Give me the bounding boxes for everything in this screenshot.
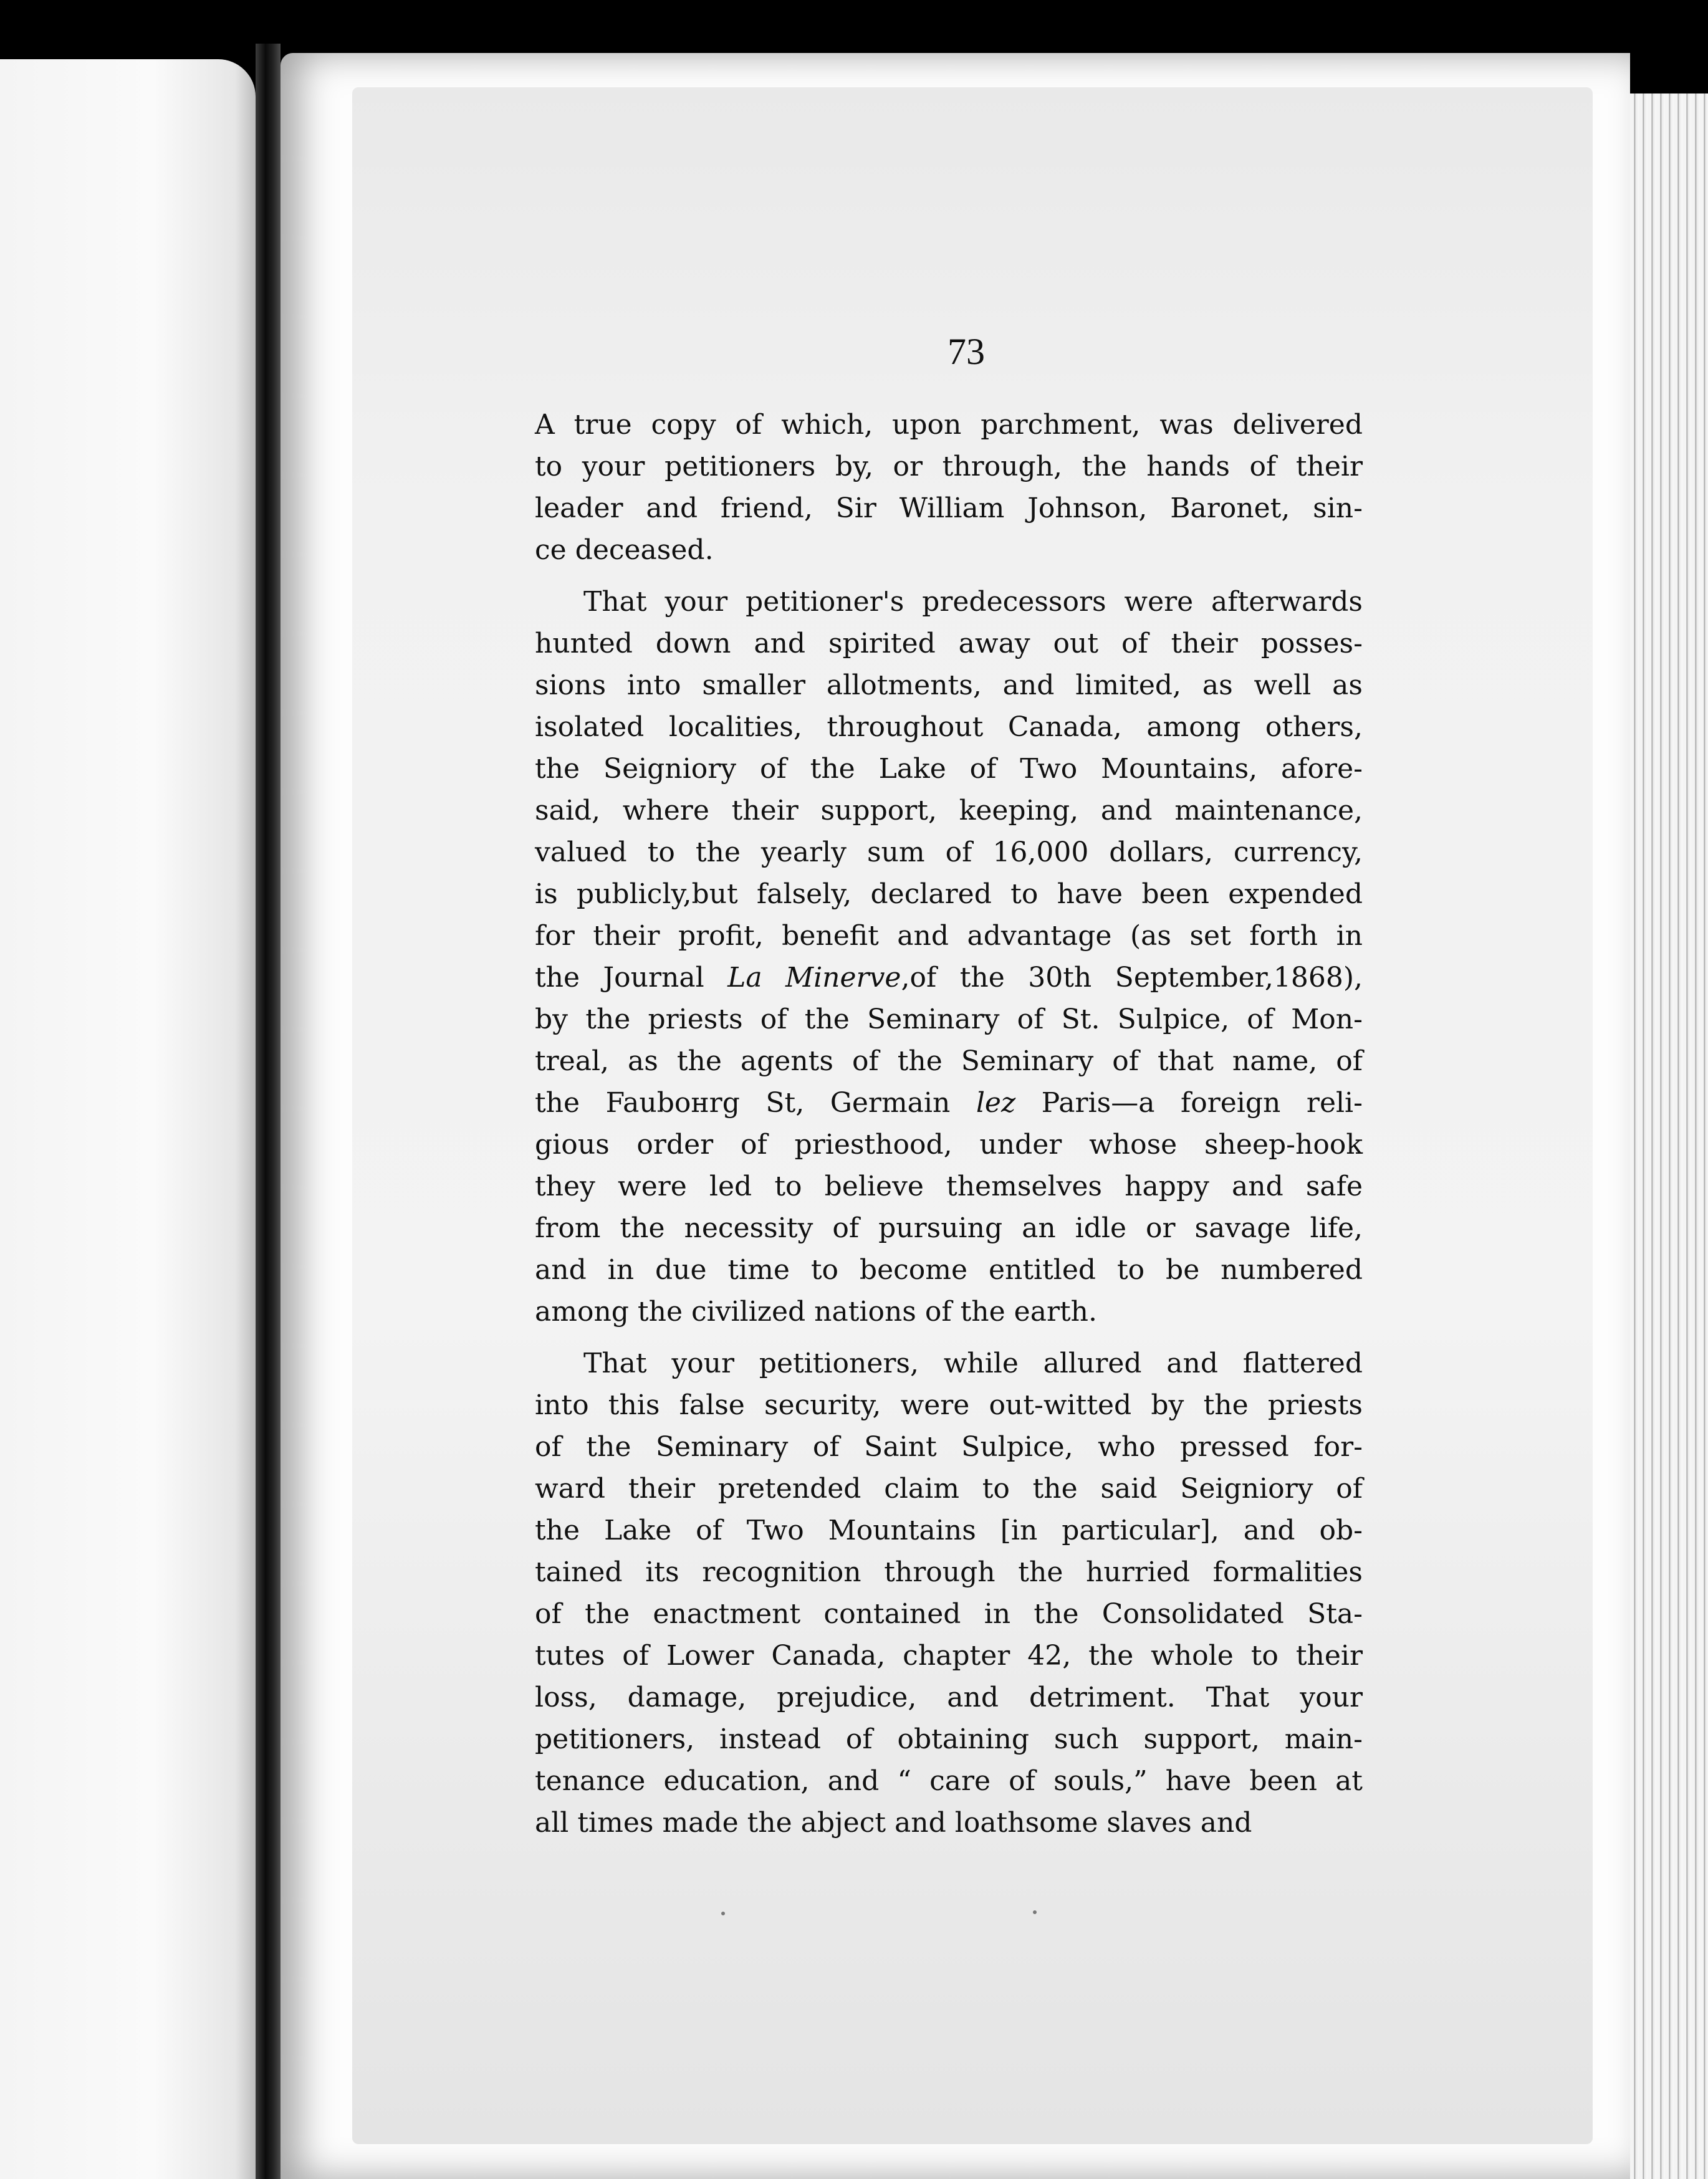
text-line: tutes of Lower Canada, chapter 42, the whole to their	[535, 1640, 1363, 1672]
text-line: of the Seminary of Saint Sulpice, who pressed for-	[535, 1431, 1363, 1463]
speck	[721, 1912, 725, 1915]
text-line: hunted down and spirited away out of their posses-	[535, 628, 1363, 659]
text-line: of the enactment contained in the Consolidated Sta-	[535, 1598, 1363, 1630]
text-line: leader and friend, Sir William Johnson, Baronet, sin-	[535, 492, 1363, 524]
paragraph	[535, 1343, 1363, 1844]
text-line: loss, damage, prejudice, and detriment. That your	[535, 1682, 1363, 1713]
paragraph	[535, 404, 1363, 571]
text-line: That your petitioners, while allured and flattered	[583, 1348, 1363, 1379]
italic-word: lez	[976, 1087, 1016, 1119]
text-line: That your petitioner's predecessors were afterwards	[583, 586, 1363, 618]
left-facing-page	[0, 59, 256, 2179]
text-line: from the necessity of pursuing an idle or savage life,	[535, 1212, 1363, 1244]
text-line: treal, as the agents of the Seminary of that name, of	[535, 1045, 1363, 1077]
text-line: the Lake of Two Mountains [in particular], and ob-	[535, 1515, 1363, 1546]
book-spine	[256, 44, 281, 2179]
speck	[1033, 1910, 1037, 1914]
text-line: said, where their support, keeping, and maintenance,	[535, 795, 1363, 826]
text-line: ce deceased.	[535, 534, 714, 566]
periodical-title: La Minerve	[727, 962, 901, 994]
text-line: the Fauboнrg St, Germain lez Paris—a foreign reli-	[535, 1087, 1363, 1119]
text-line: to your petitioners by, or through, the hands of their	[535, 451, 1363, 482]
body-text	[535, 404, 1363, 1854]
text-line: valued to the yearly sum of 16,000 dollars, currency,	[535, 836, 1363, 868]
text-line: tained its recognition through the hurried formalities	[535, 1556, 1363, 1588]
text-line: the Journal La Minerve,of the 30th September,1868),	[535, 962, 1363, 994]
text-line: the Seigniory of the Lake of Two Mountains, afore-	[535, 753, 1363, 785]
text-line: is publicly,but falsely, declared to have been expended	[535, 878, 1363, 910]
text-line: for their profit, benefit and advantage (as set forth in	[535, 920, 1363, 952]
text-line: sions into smaller allotments, and limited, as well as	[535, 669, 1363, 701]
text-line: into this false security, were out-witted by the priests	[535, 1389, 1363, 1421]
text-line: they were led to believe themselves happy and safe	[535, 1171, 1363, 1202]
paragraph	[535, 581, 1363, 1333]
page-number: 73	[948, 331, 985, 372]
text-line: gious order of priesthood, under whose sheep-hook	[535, 1129, 1363, 1161]
text-line: isolated localities, throughout Canada, among others,	[535, 711, 1363, 743]
text-line: A true copy of which, upon parchment, was delivered	[535, 409, 1363, 441]
page-edges	[1630, 93, 1708, 2179]
scan-specks	[711, 1907, 1085, 1932]
text-line: tenance education, and “ care of souls,” have been at	[535, 1765, 1363, 1797]
text-line: by the priests of the Seminary of St. Sulpice, of Mon-	[535, 1003, 1363, 1035]
text-line: all times made the abject and loathsome slaves and	[535, 1807, 1252, 1839]
text-line: petitioners, instead of obtaining such support, main-	[535, 1723, 1363, 1755]
text-line: among the civilized nations of the earth.	[535, 1296, 1097, 1328]
text-line: and in due time to become entitled to be numbered	[535, 1254, 1363, 1286]
text-line: ward their pretended claim to the said Seigniory of	[535, 1473, 1363, 1505]
